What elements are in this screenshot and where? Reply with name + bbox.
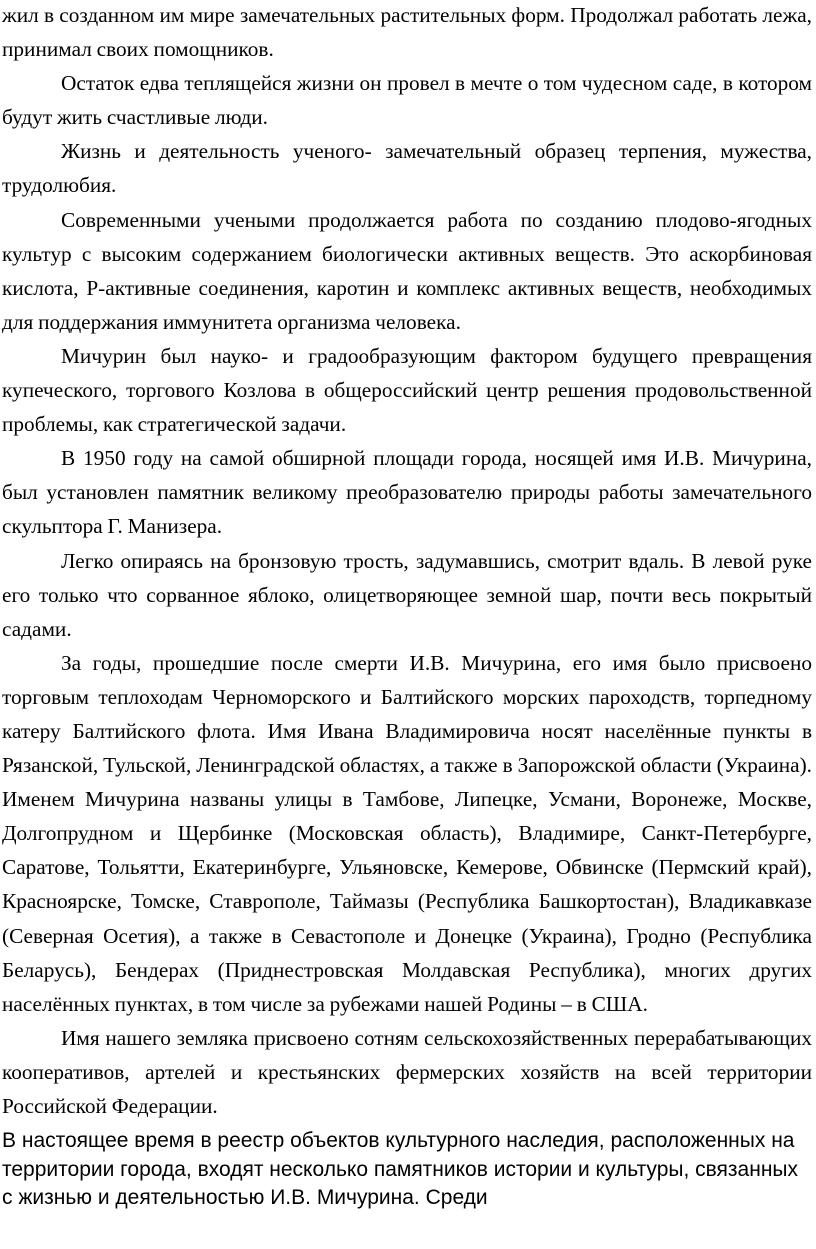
paragraph-monument-description: Легко опираясь на бронзовую трость, задумавшись, смотрит вдаль. В левой руке его только что сорванное яблоко, олицетворяющее земной шар, почти весь покрытый садами.: [2, 548, 812, 641]
paragraph-heritage-registry: В настоящее время в реестр объектов культурного наследия, расположенных на территории города, входят несколько памятников истории и культуры, связанных с жизнью и деятельностью И.В. Мичурина. Среди: [2, 1129, 799, 1210]
paragraph-monument: В 1950 году на самой обширной площади города, носящей имя И.В. Мичурина, был установлен памятник великому преобразователю природы работы замечательного скульптора Г. Манизера.: [2, 446, 812, 539]
paragraph-modern-research: Современными учеными продолжается работа по созданию плодово-ягодных культур с высоким содержанием биологически активных веществ. Это аскорбиновая кислота, Р-активные соединения, каротин и комплекс активных веществ, необходимых для поддержания иммунитета организма человека.: [2, 207, 812, 334]
paragraph-name-legacy: За годы, прошедшие после смерти И.В. Мичурина, его имя было присвоено торговым теплоходам Черноморского и Балтийского морских пароходств, торпедному катеру Балтийского флота. Имя Ивана Владимировича носят населённые пункты в Рязанской, Тульской, Ленинградской областях, а также в Запорожской области (Украина). Именем Мичурина названы улицы в Тамбове, Липецке, Усмани, Воронеже, Москве, Долгопрудном и Щербинке (Московская область), Владимире, Санкт-Петербурге, Саратове, Тольятти, Екатеринбурге, Ульяновске, Кемерове, Обвинске (Пермский край), Красноярске, Томске, Ставрополе, Таймазы (Республика Башкортостан), Владикавказе (Северная Осетия), а также в Севастополе и Донецке (Украина), Гродно (Республика Беларусь), Бендерах (Приднестровская Молдавская Республика), многих других населённых пунктах, в том числе за рубежами нашей Родины – в США.: [2, 650, 812, 1016]
paragraph-cooperatives: Имя нашего земляка присвоено сотням сельскохозяйственных перерабатывающих кооперативов, артелей и крестьянских фермерских хозяйств на всей территории Российской Федерации.: [2, 1025, 812, 1118]
paragraph-life-work: Жизнь и деятельность ученого- замечательный образец терпения, мужества, трудолюбия.: [2, 139, 812, 198]
paragraph-continuation: жил в созданном им мире замечательных растительных форм. Продолжал работать лежа, принимал своих помощников.: [2, 3, 812, 62]
paragraph-city-factor: Мичурин был науко- и градообразующим фактором будущего превращения купеческого, торгового Козлова в общероссийский центр решения продовольственной проблемы, как стратегической задачи.: [2, 343, 812, 437]
paragraph-dream-garden: Остаток едва теплящейся жизни он провел в мечте о том чудесном саде, в котором будут жить счастливые люди.: [2, 71, 812, 130]
